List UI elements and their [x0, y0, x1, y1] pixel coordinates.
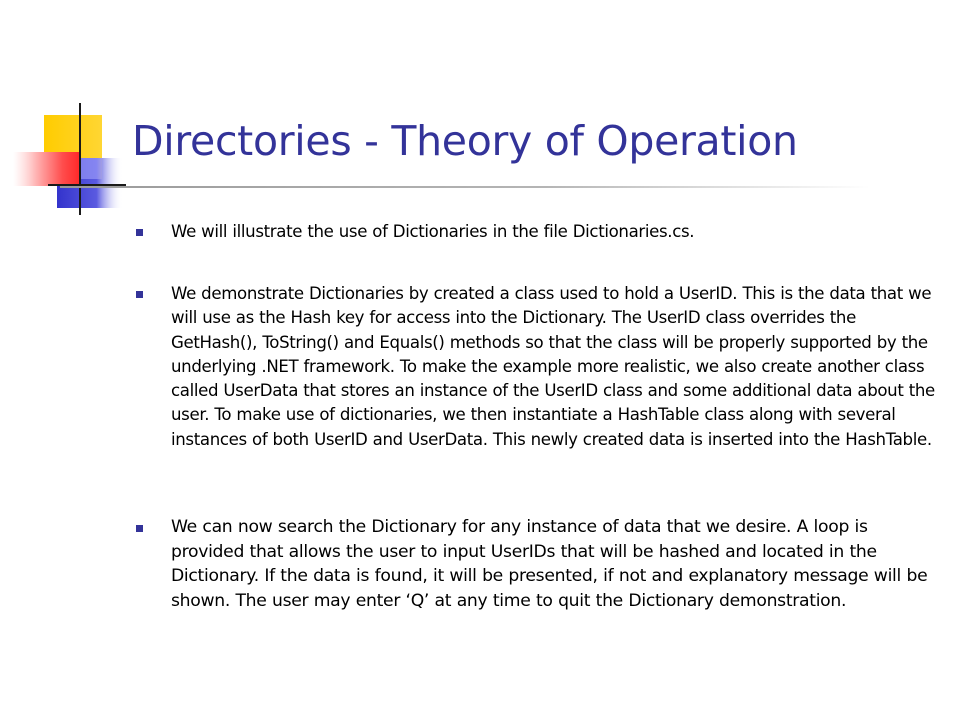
square-bullet-icon — [136, 229, 143, 236]
bullet-text: We demonstrate Dictionaries by created a class used to hold a UserID. This is the data that we will use as the Hash key for access into the Dictionary. The UserID class overrides the GetHash(), ToString() and Equals() methods so that the class will be properly supported by the underlying .NET framework. To make the example more realistic, we also create another class called UserData that stores an instance of the UserID class and some additional data about the user. To make use of dictionaries, we then instantiate a HashTable class along with several instances of both UserID and UserData. This newly created data is inserted into the HashTable. — [171, 284, 935, 449]
square-bullet-icon — [136, 291, 143, 298]
bullet-text: We can now search the Dictionary for any instance of data that we desire. A loop is provided that allows the user to input UserIDs that will be hashed and located in the Dictionary. If the data is found, it will be presented, if not and explanatory message will be shown. The user may enter ‘Q’ at any time to quit the Dictionary demonstration. — [171, 517, 928, 611]
vertical-line-icon — [79, 103, 81, 215]
slide-corner-decoration-icon — [0, 0, 140, 230]
square-bullet-icon — [136, 525, 143, 532]
bullet-text: We will illustrate the use of Dictionaries in the file Dictionaries.cs. — [171, 222, 695, 241]
red-gradient-bar-icon — [13, 152, 79, 186]
title-underline — [60, 186, 870, 188]
slide-title: Directories - Theory of Operation — [132, 117, 798, 165]
